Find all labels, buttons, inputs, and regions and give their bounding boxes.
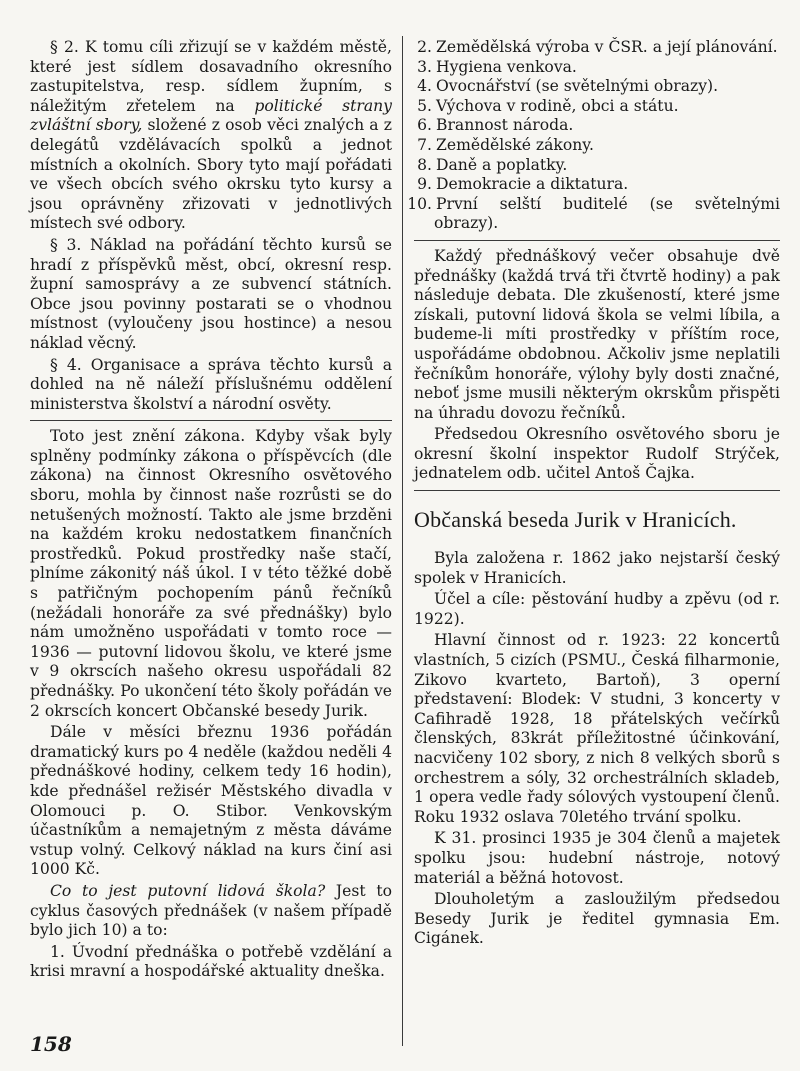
paragraph-law-text: Toto jest znění zákona. Kdyby však byly splněny podmínky zákona o příspěvcích (dle zákona) na činnost Okresního osvětového sboru, mohla by činnost naše rozrůsti se do netušených možností. Takto ale jsme brzděni na každém kroku nedostatkem finančních prostředků. Pokud prostředky naše stačí, plníme zákonitý náš úkol. I v této těžké době s patřičným pochopením pánů řečníků (nežádali honoráře za své přednášky) bylo nám umožněno uspořádati v tomto roce — 1936 — putovní lidovou školu, ve které jsme v 9 okrscích našeho okresu uspořádali 82 přednášky. Po ukončení této školy pořádán ve 2 okrscích koncert Občanské besedy Jurik. [30,427,392,720]
list-item: 3. Hygiena venkova. [417,57,577,76]
section-heading: Občanská beseda Jurik v Hranicích. [414,507,737,533]
divider [414,240,780,241]
list-item: 8. Daně a poplatky. [417,155,568,174]
paragraph-question: Co to jest putovní lidová škola? Jest to cyklus časových přednášek (v našem případě bylo jich 10) a to: [30,881,392,940]
paragraph-paragraph-4: § 4. Organisace a správa těchto kursů a dohled na ně náleží příslušnému oddělení ministerstva školství a národní osvěty. [30,355,392,413]
paragraph-president: Dlouholetým a zasloužilým předsedou Besedy Jurik je ředitel gymnasia Em. Cigánek. [414,890,780,948]
list-item: 5. Výchova v rodině, obci a státu. [417,96,679,115]
paragraph-purpose: Účel a cíle: pěstování hudby a zpěvu (od r. 1922). [414,590,780,628]
list-item: 4. Ovocnářství (se světelnými obrazy). [417,77,719,96]
page-number: 158 [30,1032,72,1056]
list-item: 9. Demokracie a diktatura. [417,175,629,194]
paragraph-activity: Hlavní činnost od r. 1923: 22 koncertů vlastních, 5 cizích (PSMU., Česká filharmonie, Zikovo kvarteto, Bartoň), 3 operní představení: Blodek: V studni, 3 koncerty v Cafihradě 1928, 18 přátelských večírků členských, 83krát příležitostné účinkování, nacvičeny 102 sbory, z nich 8 velkých sborů s orchestrem a sóly, 32 orchestrálních skladeb, 1 opera vedle řady sólových vystoupení členů. Roku 1932 oslava 70letého trvání spolku. [414,631,780,826]
paragraph-dramatic-course: Dále v měsíci březnu 1936 pořádán dramatický kurs po 4 neděle (každou neděli 4 přednáškové hodiny, celkem tedy 16 hodin), kde přednášel režisér Městského divadla v Olomouci p. O. Stibor. Venkovským účastníkům a nemajetným z města dáváme vstup volný. Celkový náklad na kurs činí asi 1000 Kč. [30,723,392,879]
left-column [30,38,392,984]
right-column [407,38,780,951]
divider [30,420,392,421]
paragraph-members: K 31. prosinci 1935 je 304 členů a majetek spolku jsou: hudební nástroje, notový materiál a běžná hotovost. [414,829,780,887]
list-item: 2. Zemědělská výroba v ČSR. a její plánování. [417,38,778,56]
emphasis-political-parties: politické strany zvláštní sbory, [30,96,392,135]
paragraph-lecture-1: 1. Úvodní přednáška o potřebě vzdělání a krisi mravní a hospodářské aktuality dneška. [30,942,392,981]
list-item: 6. Brannost národa. [417,116,574,135]
paragraph-paragraph-3: § 3. Náklad na pořádání těchto kursů se hradí z příspěvků měst, obcí, okresní resp. župní samosprávy a ze subvencí státních. Obce jsou povinny postarati se o vhodnou místnost (vyloučeny jsou hostince) a nesou náklad věcný. [30,235,392,352]
emphasis-question: Co to jest putovní lidová škola? [50,881,326,900]
paragraph-lecture-evening: Každý přednáškový večer obsahuje dvě přednášky (každá trvá tři čtvrtě hodiny) a pak následuje debata. Dle zkušeností, které jsme získali, putovní lidová škola se velmi líbila, a budeme-li míti prostředky v příštím roce, uspořádáme obdobnou. Ačkoliv jsme neplatili řečníkům honoráře, výlohy byly dosti značné, neboť jsme musili některým okrskům přispěti na úhradu dovozu řečníků. [414,246,780,422]
list-item: 10. První selští buditelé (se světelnými obrazy). [407,194,780,233]
paragraph-paragraph-2: § 2. K tomu cíli zřizují se v každém městě, které jest sídlem dosavadního okresního zastupitelstva, resp. sídlem župním, s náležitým zřetelem na politické strany zvláštní sbory, složené z osob věci znalých a z delegátů vzdělávacích spolků a jednot místních a okolních. Sbory tyto mají pořádati ve všech obcích svého okrsku tyto kursy a jsou oprávněny zřizovati v jednotlivých místech své odbory. [30,38,392,233]
list-item: 7. Zemědělské zákony. [417,135,595,154]
paragraph-chairman: Předsedou Okresního osvětového sboru je okresní školní inspektor Rudolf Strýček, jednatelem odb. učitel Antoš Čajka. [414,425,780,483]
column-divider [402,36,403,1046]
paragraph-founded: Byla založena r. 1862 jako nejstarší český spolek v Hranicích. [414,549,780,587]
lecture-list [407,38,780,234]
divider [414,490,780,491]
